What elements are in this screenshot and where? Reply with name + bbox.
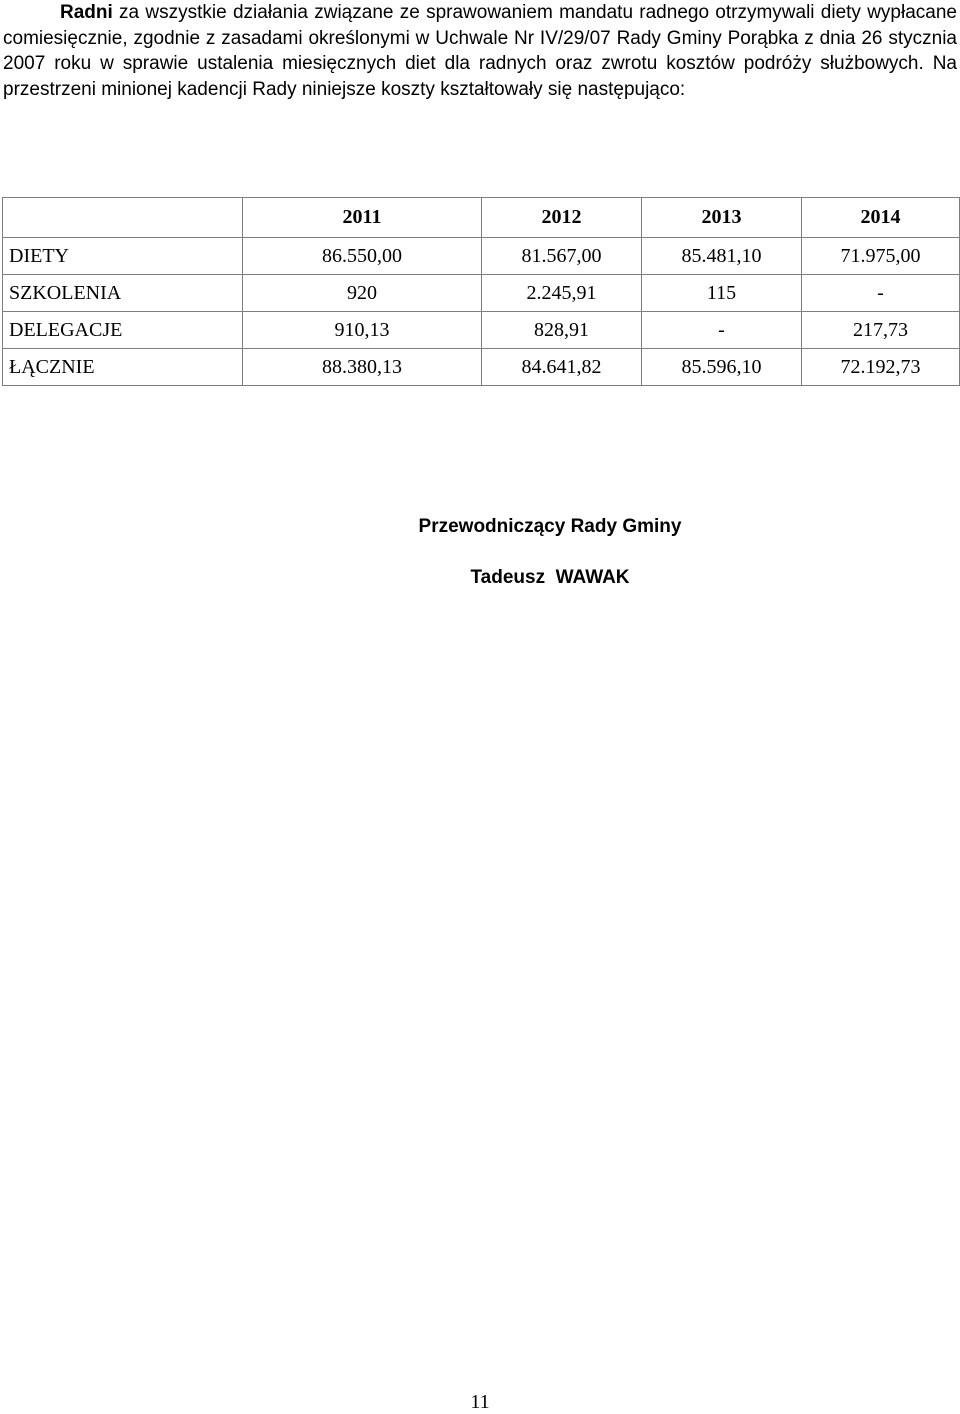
table-cell: 84.641,82 <box>482 349 642 386</box>
table-row <box>3 312 960 349</box>
header-cell-2014: 2014 <box>802 198 960 238</box>
table-cell: 910,13 <box>243 312 482 349</box>
table-cell: 81.567,00 <box>482 238 642 275</box>
table-cell: 2.245,91 <box>482 275 642 312</box>
table-cell: 72.192,73 <box>802 349 960 386</box>
table-cell: 920 <box>243 275 482 312</box>
page-number: 11 <box>470 1391 490 1413</box>
intro-text: za wszystkie działania związane ze sprawowaniem mandatu radnego otrzymywali diety wypłacane comiesięcznie, zgodnie z zasadami określonymi w Uchwale Nr IV/29/07 Rady Gminy Porąbka z dnia 26 stycznia 2007 roku w sprawie ustalenia miesięcznych diet dla radnych oraz zwrotu kosztów podróży służbowych. Na przestrzeni minionej kadencji Rady niniejsze koszty kształtowały się następująco: <box>3 2 957 100</box>
row-label: DIETY <box>3 238 243 275</box>
table-cell: 86.550,00 <box>243 238 482 275</box>
row-label: SZKOLENIA <box>3 275 243 312</box>
signature-name: Tadeusz WAWAK <box>470 567 630 588</box>
table-cell: 828,91 <box>482 312 642 349</box>
intro-lead-word: Radni <box>60 2 113 23</box>
table-row <box>3 275 960 312</box>
header-cell-2012: 2012 <box>482 198 642 238</box>
table-header-row <box>3 198 960 238</box>
table-cell: 85.481,10 <box>642 238 802 275</box>
table-cell: 88.380,13 <box>243 349 482 386</box>
row-label: ŁĄCZNIE <box>3 349 243 386</box>
header-cell-2013: 2013 <box>642 198 802 238</box>
table-cell: 217,73 <box>802 312 960 349</box>
header-cell-2011: 2011 <box>243 198 482 238</box>
costs-table <box>2 197 960 386</box>
table-cell: 71.975,00 <box>802 238 960 275</box>
table-row <box>3 238 960 275</box>
table-row <box>3 349 960 386</box>
table-cell: 85.596,10 <box>642 349 802 386</box>
row-label: DELEGACJE <box>3 312 243 349</box>
table-cell: - <box>642 312 802 349</box>
intro-paragraph <box>3 0 957 102</box>
header-cell-empty <box>3 198 243 238</box>
table-cell: - <box>802 275 960 312</box>
signature-title: Przewodniczący Rady Gminy <box>418 516 682 537</box>
table-cell: 115 <box>642 275 802 312</box>
